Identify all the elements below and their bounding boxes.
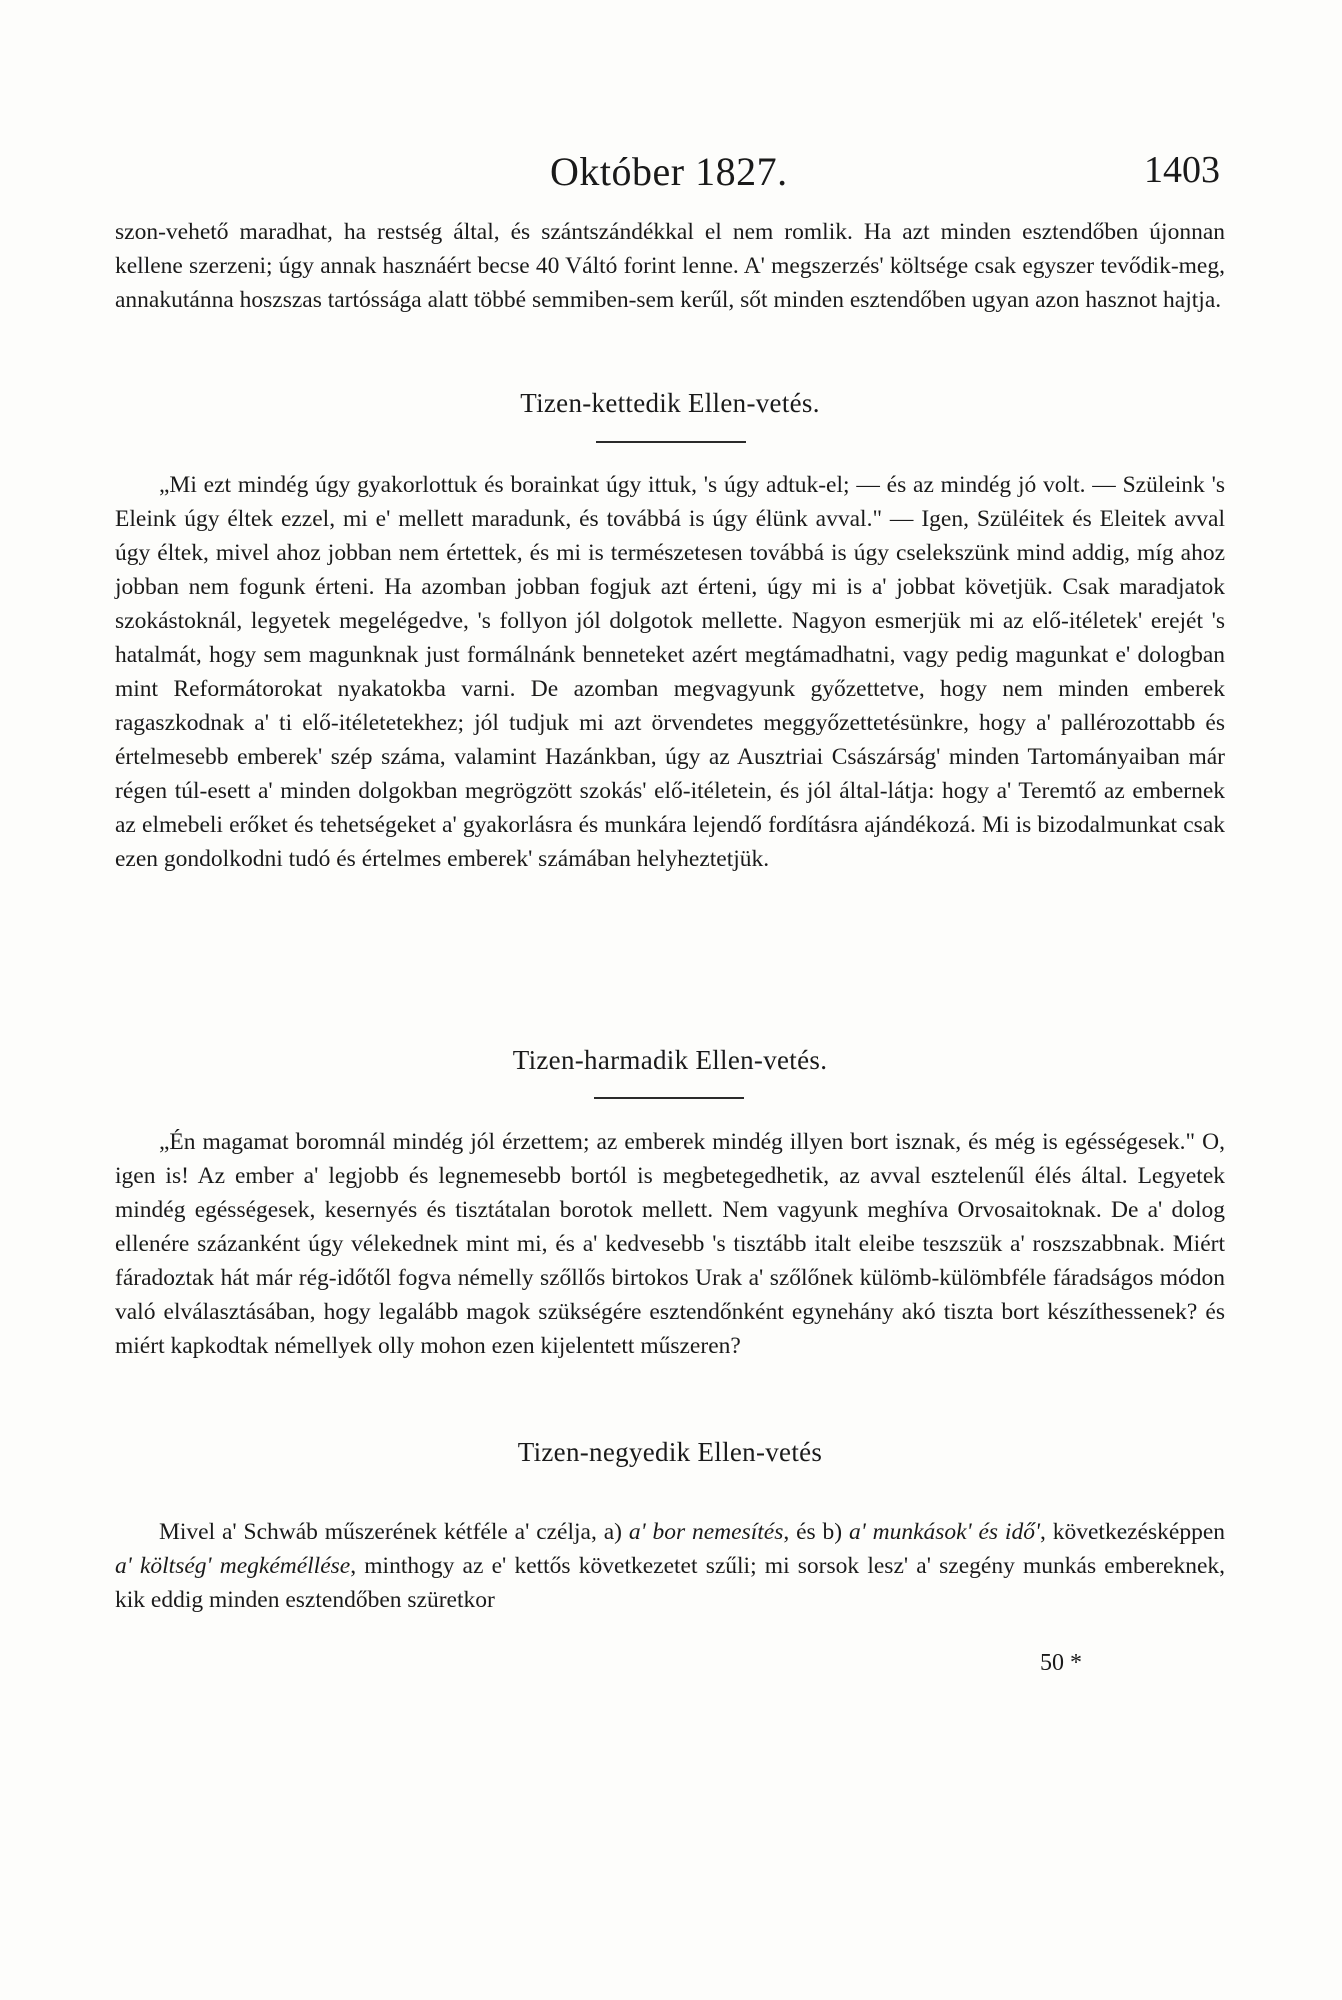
text-run: , következésképpen <box>1040 1519 1225 1545</box>
emphasis-text: a' bor nemesítés <box>628 1519 784 1545</box>
emphasis-text: a' munkások' és idő' <box>848 1519 1040 1545</box>
running-title: Október 1827. <box>550 149 788 194</box>
section-title-fourteenth: Tizen-negyedik Ellen-vetés <box>517 1437 823 1467</box>
paragraph-fourteenth <box>115 1515 1225 1617</box>
text-run: , minthogy az e' kettős következetet szűli; mi sorsok lesz' a' szegény munkás embereknek, kik eddig minden esztendőben szüretkor <box>115 1553 1226 1613</box>
section-body-thirteenth <box>115 1125 1225 1363</box>
page-number: 1403 <box>1144 149 1220 191</box>
section-body-fourteenth <box>115 1515 1225 1617</box>
section-title-thirteenth: Tizen-harmadik Ellen-vetés. <box>512 1045 828 1075</box>
emphasis-text: a' költség' megkéméllése <box>115 1553 351 1579</box>
section-body-twelfth <box>115 468 1225 876</box>
page-header <box>110 148 1220 198</box>
signature-mark: 50 * <box>1040 1650 1082 1676</box>
section-title-twelfth: Tizen-kettedik Ellen-vetés. <box>520 388 820 418</box>
continuation-text: szon-vehető maradhat, ha restség által, és szántszándékkal el nem romlik. Ha azt minden esztendőben újonnan kellene szerzeni; úgy annak hasznáért becse 40 Váltó forint lenne. A' megszerzés' költsége csak egyszer tevődik-meg, annakutánna hoszszas tartóssága alatt többé semmiben-sem kerűl, sőt minden esztendőben ugyan azon hasznot hajtja. <box>115 219 1225 313</box>
section-divider <box>596 441 746 443</box>
text-run: , és b) <box>783 1519 849 1545</box>
continuation-paragraph <box>115 215 1225 355</box>
section-divider <box>594 1097 744 1099</box>
paragraph-thirteenth: „Én magamat boromnál mindég jól érzettem; az emberek mindég illyen bort isznak, és még is egésségesek." O, igen is! Az ember a' legjobb és legnemesebb bortól is megbetegedhetik, az avval esztelenűl élés által. Legyetek mindég egésségesek, kesernyés és tisztátalan borotok mellett. Nem vagyunk meghíva Orvosaitoknak. De a' dolog ellenére százanként úgy vélekednek mint mi, és a' kedvesebb 's tisztább italt eleibe teszszük a' roszszabbnak. Miért fáradoztak hát már rég-időtől fogva némelly szőllős birtokos Urak a' szőlőnek külömb-külömbféle fáradságos módon való elválasztásában, hogy legalább magok szükségére esztendőnként egynehány akó tiszta bort készíthessenek? és miért kapkodtak némellyek olly mohon ezen kijelentett műszeren? <box>115 1129 1225 1359</box>
paragraph-twelfth: „Mi ezt mindég úgy gyakorlottuk és borainkat úgy ittuk, 's úgy adtuk-el; — és az mindég jó volt. — Szüleink 's Eleink úgy éltek ezzel, mi e' mellett maradunk, és továbbá is úgy élünk avval." — Igen, Szüléitek és Eleitek avval úgy éltek, mivel ahoz jobban nem értettek, és mi is természetesen továbbá is úgy cselekszünk mind addig, míg ahoz jobban nem fogunk érteni. Ha azomban jobban fogjuk azt érteni, úgy mi is a' jobbat követjük. Csak maradjatok szokástoknál, legyetek megelégedve, 's follyon jól dolgotok mellette. Nagyon esmerjük mi az elő-itéletek' erejét 's hatalmát, hogy sem magunknak just formálnánk benneteket azért megtámadhatni, vagy pedig magunkat e' dologban mint Reformátorokat nyakatokba varni. De azomban megvagyunk győzettetve, hogy nem minden emberek ragaszkodnak a' ti elő-itéletetekhez; jól tudjuk mi azt örvendetes meggyőzettetésünkre, hogy a' pallérozottabb és értelmesebb emberek' szép száma, valamint Hazánkban, úgy az Ausztriai Császárság' minden Tartományaiban már régen túl-esett a' minden dolgokban megrögzött szokás' elő-itéletein, és jól által-látja: hogy a' Teremtő az embernek az elmebeli erőket és tehetségeket a' gyakorlásra és munkára lejendő fordításra ajándékozá. Mi is bizodalmunkat csak ezen gondolkodni tudó és értelmes emberek' számában helyheztetjük. <box>115 472 1225 872</box>
text-run: Mivel a' Schwáb műszerének kétféle a' czélja, a) <box>159 1519 629 1545</box>
